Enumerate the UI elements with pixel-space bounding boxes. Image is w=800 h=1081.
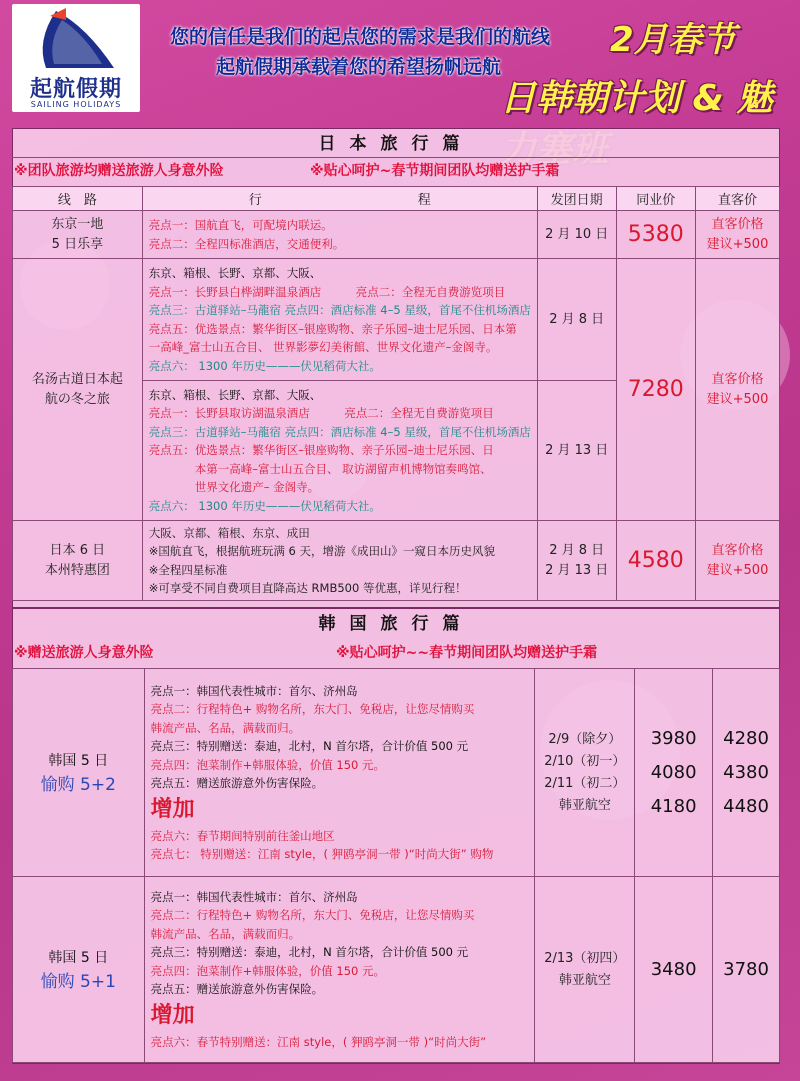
headline-title-1: 2月春节: [610, 20, 736, 60]
date-cell: 2 月 13 日: [537, 381, 616, 521]
date-cell: 2 月 10 日: [537, 211, 616, 259]
itinerary-cell: 亮点一：国航直飞，可配境内联运。 亮点二：全程四标准酒店，交通便利。: [142, 211, 537, 259]
japan-table-header: [13, 187, 780, 211]
itinerary-cell: 亮点一：韩国代表性城市：首尔、济州岛 亮点二：行程特色+ 购物名所，东大门、免税店，让您尽情购买 韩流产品、名品，满载而归。 亮点三：特别赠送：泰迪，北村，N 首尔塔，合计价值 500 元 亮点四：泡菜制作+韩服体验，价值 150 元。 亮点五：赠送旅游意外伤害保险。 增加 亮点六：春节特别赠送：江南 style，( 狎鸥亭洞一带 )“时尚大街”: [144, 877, 535, 1063]
japan-note-gift: ※贴心呵护~春节期间团队均赠送护手霜: [310, 163, 560, 179]
date-cell: 2 月 8 日 2 月 13 日: [537, 521, 616, 601]
col-trade-price: 同业价: [616, 187, 696, 211]
slogan-line-1: 您的信任是我们的起点您的需求是我们的航线: [170, 26, 551, 48]
table-row: [13, 669, 780, 877]
korea-notes: [14, 640, 780, 666]
trade-price: 3480: [635, 877, 713, 1063]
logo-text-cn: 起航假期: [29, 77, 122, 102]
page-header: [0, 0, 800, 120]
table-row: [13, 877, 780, 1063]
route-cell: 日本 6 日 本州特惠团: [13, 521, 143, 601]
retail-price: 直客价格 建议+500: [696, 211, 780, 259]
route-cell: 韩国 5 日 愉购 5+1: [13, 877, 145, 1063]
sailboat-logo-icon: [26, 6, 126, 76]
japan-note-insurance: ※团队旅游均赠送旅游人身意外险: [14, 163, 224, 179]
route-cell: 韩国 5 日 愉购 5+2: [13, 669, 145, 877]
table-row: [13, 211, 780, 259]
col-date: 发团日期: [537, 187, 616, 211]
slogan-line-2: 起航假期承载着您的希望扬帆远航: [216, 56, 502, 78]
japan-table: [12, 186, 780, 601]
korea-note-insurance: ※赠送旅游人身意外险: [14, 645, 154, 661]
trade-price: 3980 4080 4180: [635, 669, 713, 877]
itinerary-cell: 亮点一：韩国代表性城市：首尔、济州岛 亮点二：行程特色+ 购物名所，东大门、免税店，让您尽情购买 韩流产品、名品，满载而归。 亮点三：特别赠送：泰迪，北村，N 首尔塔，合计价值 500 元 亮点四：泡菜制作+韩服体验，价值 150 元。 亮点五：赠送旅游意外伤害保险。 增加 亮点六：春节期间特别前往釜山地区 亮点七： 特别赠送：江南 style，( 狎鸥亭洞一带 )“时尚大街” 购物: [144, 669, 535, 877]
trade-price: 7280: [616, 259, 696, 521]
table-row: [13, 259, 780, 381]
table-row: [13, 521, 780, 601]
date-cell: 2/13（初四） 韩亚航空: [535, 877, 635, 1063]
korea-note-gift: ※贴心呵护~~春节期间团队均赠送护手霜: [336, 645, 598, 661]
date-cell: 2 月 8 日: [537, 259, 616, 381]
logo-text-en: SAILING HOLIDAYS: [30, 100, 122, 109]
date-cell: 2/9（除夕） 2/10（初一） 2/11（初二） 韩亚航空: [535, 669, 635, 877]
retail-price: 3780: [713, 877, 780, 1063]
retail-price: 直客价格 建议+500: [696, 259, 780, 521]
japan-notes: [14, 158, 780, 184]
trade-price: 5380: [616, 211, 696, 259]
trade-price: 4580: [616, 521, 696, 601]
route-cell: 东京一地 5 日乐享: [13, 211, 143, 259]
retail-price: 4280 4380 4480: [713, 669, 780, 877]
itinerary-cell: 东京、箱根、长野、京都、大阪、 亮点一：长野县取访湖温泉酒店 亮点二：全程无自费游览项目 亮点三：古道驿站–马龍宿 亮点四：酒店标准 4–5 星级，首尾不住机场酒店 亮点五：优选景点：繁华街区–银座购物、亲子乐园–迪士尼乐园、日 本第一高峰–富士山五合目、 取访湖留声机博物馆奏鸣馆、 世界文化遗产– 金阁寺。 亮点六： 1300 年历史———伏见稻荷大社。: [142, 381, 537, 521]
col-route: 线 路: [13, 187, 143, 211]
japan-section-title: 日本旅行篇: [12, 130, 780, 158]
headline-title-2: 日韩朝计划 & 魅: [500, 78, 773, 119]
korea-table: [12, 668, 780, 1063]
route-cell: 名汤古道日本起 航の冬之旅: [13, 259, 143, 521]
col-itinerary: 行 程: [142, 187, 537, 211]
korea-section-title: 韩国旅行篇: [318, 614, 474, 634]
brand-logo: [12, 4, 140, 112]
itinerary-cell: 大阪、京都、箱根、东京、成田 ※国航直飞，根据航班玩满 6 天，增游《成田山》一窥日本历史风貌 ※全程四星标准 ※可享受不同自费项目直降高达 RMB500 等优惠，详见行程！: [142, 521, 537, 601]
retail-price: 直客价格 建议+500: [696, 521, 780, 601]
col-retail-price: 直客价: [696, 187, 780, 211]
itinerary-cell: 东京、箱根、长野、京都、大阪、 亮点一：长野县白桦湖畔温泉酒店 亮点二：全程无自费游览项目 亮点三：古道驿站–马龍宿 亮点四：酒店标准 4–5 星级，首尾不住机场酒店 亮点五：优选景点：繁华街区–银座购物、亲子乐园–迪士尼乐园、日本第 一高峰_富士山五合目、 世界影夢幻美術館、世界文化遗产–金阁寺。 亮点六： 1300 年历史———伏见稻荷大社。: [142, 259, 537, 381]
